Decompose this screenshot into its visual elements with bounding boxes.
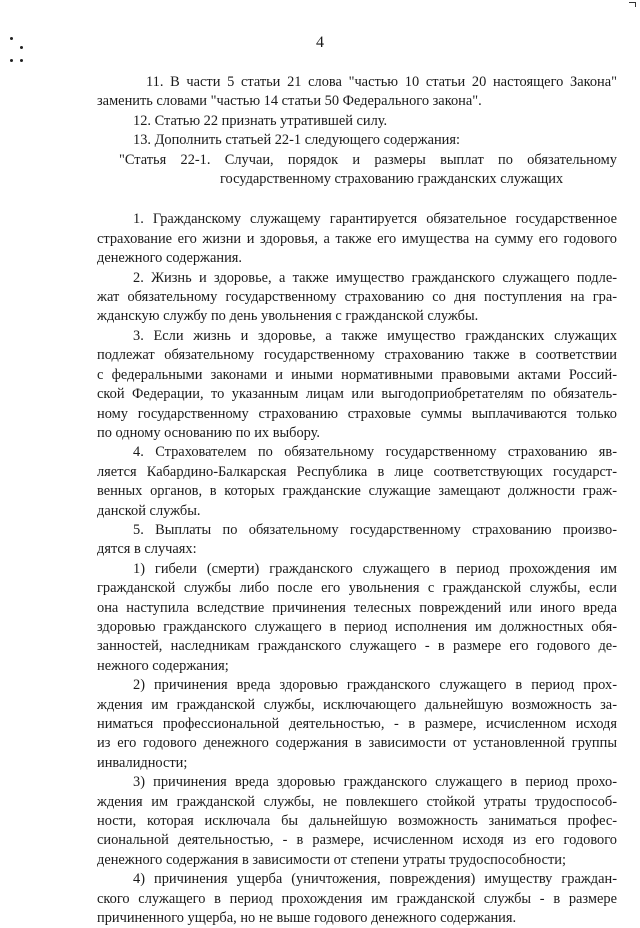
text-line: ждения им гражданской службы, не повлекшего стойкой утраты трудоспособ- [97, 793, 617, 810]
corner-mark [629, 2, 636, 7]
text-line: сиональной деятельностью, - в размере, исчисленном исходя из его годового [97, 832, 617, 849]
text-line: 2) причинения вреда здоровью гражданского служащего в период прох- [133, 677, 617, 694]
text-line: страхование его жизни и здоровья, а также его имущества на сумму его годового [97, 230, 617, 247]
text-line: по одному основанию по их выбору. [97, 424, 321, 441]
text-line: занностей, наследникам гражданского служащего - в размере его годового де- [97, 638, 617, 655]
text-line: инвалидности; [97, 754, 188, 771]
text-line: денежного содержания в зависимости от степени утраты трудоспособности; [97, 851, 566, 868]
text-line: ниматься профессиональной деятельностью, - в размере, исчисленном исходя [97, 716, 617, 732]
text-line: подлежат обязательному государственному страхованию также в соответствии [97, 347, 617, 364]
text-line: ского служащего в период прохождения им гражданской службы - в размере [97, 890, 617, 907]
text-line: заменить словами "частью 14 статьи 50 Федерального закона". [97, 93, 482, 110]
text-line: с федеральными законами и иными нормативными правовыми актами Россий- [97, 366, 617, 383]
text-line: гражданской службы либо после его увольнения с гражданской службы, если [97, 580, 617, 597]
text-line: венных органов, в которых гражданские служащие замещают должности граж- [97, 483, 617, 500]
text-line: 3) причинения вреда здоровью гражданского служащего в период прохо- [133, 774, 617, 791]
text-line: она наступила вследствие причинения телесных повреждений или иного вреда [97, 599, 617, 616]
scan-speck [10, 59, 13, 62]
text-line: 5. Выплаты по обязательному государственному страхованию произво- [133, 521, 617, 538]
text-line: 12. Статью 22 признать утратившей силу. [133, 112, 388, 129]
text-line: 11. В части 5 статьи 21 слова "частью 10 статьи 20 настоящего Закона" [146, 74, 617, 90]
text-line: 3. Если жизнь и здоровье, а также имущество гражданских служащих [133, 327, 617, 344]
text-line: 1. Гражданскому служащему гарантируется обязательное государственное [133, 211, 617, 228]
text-line: ности, которая исключала бы дальнейшую возможность заниматься профес- [97, 813, 617, 830]
text-line: 4) причинения ущерба (уничтожения, повреждения) имуществу граждан- [133, 871, 617, 888]
text-line: дятся в случаях: [97, 541, 197, 558]
text-line: жданскую службу по день увольнения с гражданской службы. [97, 308, 479, 325]
text-line: ляется Кабардино-Балкарская Республика в лице соответствующих государст- [97, 463, 617, 480]
text-line: 4. Страхователем по обязательному государственному страхованию яв- [133, 444, 617, 461]
text-line: причиненного ущерба, но не выше годового денежного содержания. [97, 910, 517, 927]
document-body [97, 73, 617, 928]
text-line: "Статья 22-1. Случаи, порядок и размеры выплат по обязательному [119, 151, 617, 168]
text-line: государственному страхованию гражданских служащих [220, 171, 564, 188]
scan-speck [20, 59, 23, 62]
page-number: 4 [316, 34, 324, 51]
text-line: нежного содержания; [97, 657, 229, 674]
text-line: ному государственному страхованию страховые суммы выплачиваются только [97, 405, 617, 422]
text-line: ждения им гражданской службы, исключающего дальнейшую возможность за- [97, 696, 617, 713]
text-line: 1) гибели (смерти) гражданского служащего в период прохождения им [133, 560, 617, 577]
text-line: данской службы. [97, 502, 201, 519]
text-line: из его годового денежного содержания в зависимости от установленной группы [97, 735, 617, 752]
text-line: здоровью гражданского служащего в период исполнения им должностных обя- [97, 618, 617, 635]
paragraph-gap [97, 189, 617, 210]
text-line: 2. Жизнь и здоровье, а также имущество гражданского служащего подле- [133, 269, 617, 286]
text-line: 13. Дополнить статьей 22-1 следующего содержания: [133, 132, 460, 149]
text-line: жат обязательному государственному страхованию со дня поступления на гра- [97, 289, 617, 306]
text-line: ской Федерации, то указанным лицам или выгодоприобретателям по обязатель- [97, 386, 617, 403]
text-line: денежного содержания. [97, 250, 242, 267]
